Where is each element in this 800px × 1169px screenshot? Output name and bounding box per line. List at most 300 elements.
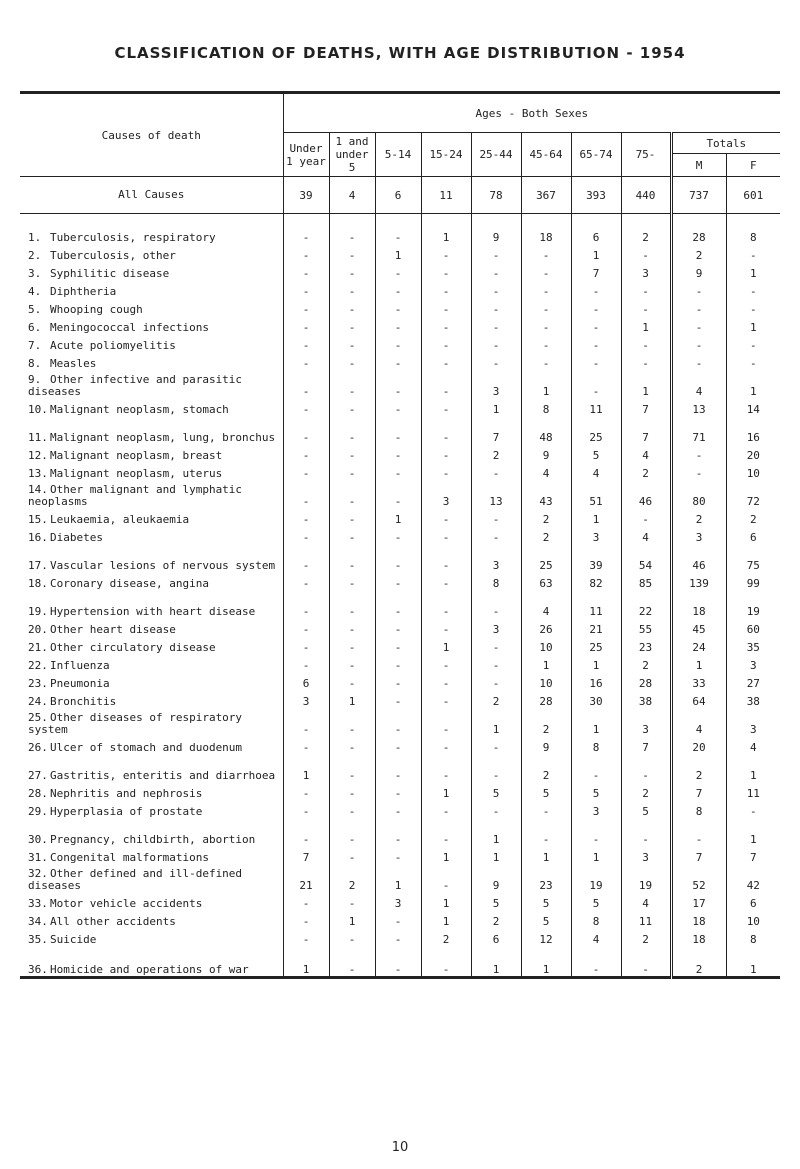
table-cell: - xyxy=(283,352,329,370)
table-cell: - xyxy=(671,280,726,298)
table-row xyxy=(20,690,780,708)
table-cell: - xyxy=(521,244,571,262)
table-cell: 48 xyxy=(521,416,571,444)
age-column-header: 1 and under 5 xyxy=(329,133,375,177)
cause-number: 5. xyxy=(28,303,42,316)
table-cell: - xyxy=(375,526,421,544)
table-cell: - xyxy=(726,280,780,298)
table-cell: - xyxy=(375,544,421,572)
table-row xyxy=(20,800,780,818)
table-cell: - xyxy=(421,572,471,590)
cause-number: 34. xyxy=(28,915,48,928)
table-cell: 2 xyxy=(671,508,726,526)
cause-text: Pneumonia xyxy=(50,677,110,690)
table-cell: 33 xyxy=(671,672,726,690)
table-cell: 82 xyxy=(571,572,621,590)
table-cell: - xyxy=(421,544,471,572)
table-cell: 6 xyxy=(726,526,780,544)
table-cell: 2 xyxy=(726,508,780,526)
table-row xyxy=(20,316,780,334)
table-cell: 1 xyxy=(421,782,471,800)
table-cell: - xyxy=(621,280,671,298)
table-row xyxy=(20,782,780,800)
table-cell: - xyxy=(283,526,329,544)
table-cell: 1 xyxy=(726,370,780,398)
table-row xyxy=(20,226,780,244)
table-cell: 17 xyxy=(671,892,726,910)
table-cell: 1 xyxy=(283,946,329,978)
table-cell: 13 xyxy=(671,398,726,416)
table-cell: 21 xyxy=(571,618,621,636)
table-cell: 7 xyxy=(471,416,521,444)
table-cell: 64 xyxy=(671,690,726,708)
table-cell: 1 xyxy=(726,316,780,334)
table-cell: 38 xyxy=(621,690,671,708)
table-cell: 7 xyxy=(283,846,329,864)
table-cell: - xyxy=(671,316,726,334)
table-cell: 60 xyxy=(726,618,780,636)
table-cell: 2 xyxy=(621,462,671,480)
table-cell: - xyxy=(375,754,421,782)
cause-label xyxy=(20,508,283,526)
table-cell: 3 xyxy=(421,480,471,508)
cause-number: 33. xyxy=(28,897,48,910)
table-cell: 75 xyxy=(726,544,780,572)
table-cell: - xyxy=(375,480,421,508)
table-cell: 2 xyxy=(621,226,671,244)
all-causes-label: All Causes xyxy=(20,177,283,214)
table-cell: 11 xyxy=(571,398,621,416)
table-cell: - xyxy=(283,316,329,334)
cause-number: 4. xyxy=(28,285,42,298)
table-row xyxy=(20,928,780,946)
table-cell: - xyxy=(726,334,780,352)
table-cell: - xyxy=(375,334,421,352)
cause-text: Hypertension with heart disease xyxy=(50,605,256,618)
table-cell: - xyxy=(329,818,375,846)
cause-number: 3. xyxy=(28,267,42,280)
cause-text: Malignant neoplasm, stomach xyxy=(50,403,229,416)
table-cell: 1 xyxy=(521,846,571,864)
table-cell: - xyxy=(283,928,329,946)
table-cell: - xyxy=(671,462,726,480)
table-cell: 1 xyxy=(621,370,671,398)
table-cell: 24 xyxy=(671,636,726,654)
cause-number: 29. xyxy=(28,805,48,818)
table-cell: - xyxy=(421,526,471,544)
table-cell: - xyxy=(329,618,375,636)
cause-number: 14. xyxy=(28,483,48,496)
table-cell: - xyxy=(421,244,471,262)
table-cell: - xyxy=(329,316,375,334)
table-row xyxy=(20,846,780,864)
table-cell: 1 xyxy=(421,636,471,654)
table-row xyxy=(20,654,780,672)
table-cell: - xyxy=(283,572,329,590)
table-cell: 3 xyxy=(671,526,726,544)
table-cell: 11 xyxy=(621,910,671,928)
table-cell: 4 xyxy=(521,590,571,618)
table-row xyxy=(20,818,780,846)
table-cell: 3 xyxy=(571,526,621,544)
table-cell: 1 xyxy=(421,910,471,928)
table-cell: - xyxy=(375,654,421,672)
table-cell: - xyxy=(375,590,421,618)
cause-text: Other circulatory disease xyxy=(50,641,216,654)
table-cell: 1 xyxy=(471,708,521,736)
table-cell: - xyxy=(375,672,421,690)
table-cell: 2 xyxy=(521,754,571,782)
cause-text: Hyperplasia of prostate xyxy=(50,805,203,818)
table-cell: - xyxy=(283,462,329,480)
table-cell: 39 xyxy=(283,177,329,214)
cause-text: Meningococcal infections xyxy=(50,321,209,334)
table-cell: - xyxy=(421,672,471,690)
table-cell: - xyxy=(329,526,375,544)
cause-number: 13. xyxy=(28,467,48,480)
table-cell: - xyxy=(471,298,521,316)
table-cell: 1 xyxy=(726,262,780,280)
table-cell: 3 xyxy=(621,262,671,280)
cause-number: 12. xyxy=(28,449,48,462)
table-cell: 1 xyxy=(375,508,421,526)
table-cell: 6 xyxy=(375,177,421,214)
table-cell: - xyxy=(471,462,521,480)
table-cell: - xyxy=(471,636,521,654)
table-cell: - xyxy=(571,818,621,846)
table-cell: 1 xyxy=(375,244,421,262)
table-cell: 5 xyxy=(571,782,621,800)
cause-label xyxy=(20,298,283,316)
table-cell: - xyxy=(283,544,329,572)
table-cell: - xyxy=(471,262,521,280)
table-cell: 2 xyxy=(421,928,471,946)
table-cell: 55 xyxy=(621,618,671,636)
table-row xyxy=(20,398,780,416)
age-column-header: 5-14 xyxy=(375,133,421,177)
table-cell: 14 xyxy=(726,398,780,416)
table-cell: 11 xyxy=(726,782,780,800)
table-cell: 5 xyxy=(471,892,521,910)
table-cell: - xyxy=(329,298,375,316)
table-cell: 6 xyxy=(471,928,521,946)
cause-text: Malignant neoplasm, breast xyxy=(50,449,223,462)
table-cell: - xyxy=(621,946,671,978)
cause-number: 20. xyxy=(28,623,48,636)
cause-text: Tuberculosis, other xyxy=(50,249,176,262)
cause-number: 30. xyxy=(28,833,48,846)
table-cell: 46 xyxy=(621,480,671,508)
table-cell: 3 xyxy=(726,654,780,672)
cause-text: Diabetes xyxy=(50,531,103,544)
table-cell: - xyxy=(283,262,329,280)
table-cell: - xyxy=(329,946,375,978)
cause-text: Coronary disease, angina xyxy=(50,577,209,590)
cause-text: All other accidents xyxy=(50,915,176,928)
table-cell: 16 xyxy=(726,416,780,444)
table-cell: 1 xyxy=(621,316,671,334)
table-cell: 23 xyxy=(521,864,571,892)
page-number: 10 xyxy=(391,1140,409,1155)
cause-label xyxy=(20,444,283,462)
cause-label xyxy=(20,946,283,978)
table-cell: - xyxy=(329,672,375,690)
table-cell: 16 xyxy=(571,672,621,690)
table-cell: - xyxy=(571,946,621,978)
table-cell: 1 xyxy=(471,946,521,978)
table-cell: - xyxy=(329,480,375,508)
table-cell: - xyxy=(471,334,521,352)
table-cell: - xyxy=(621,754,671,782)
table-cell: - xyxy=(421,316,471,334)
table-cell: - xyxy=(726,298,780,316)
table-cell: - xyxy=(329,462,375,480)
table-cell: 5 xyxy=(571,892,621,910)
table-cell: - xyxy=(471,590,521,618)
table-cell: - xyxy=(375,618,421,636)
table-row xyxy=(20,244,780,262)
table-cell: 5 xyxy=(571,444,621,462)
age-column-header: 15-24 xyxy=(421,133,471,177)
table-cell: - xyxy=(329,782,375,800)
table-cell: 3 xyxy=(571,800,621,818)
table-row xyxy=(20,298,780,316)
table-cell: - xyxy=(521,262,571,280)
table-cell: 4 xyxy=(671,370,726,398)
table-cell: - xyxy=(329,572,375,590)
table-cell: - xyxy=(329,636,375,654)
sex-header-m: M xyxy=(671,154,726,177)
all-causes-row xyxy=(20,177,780,214)
cause-text: Gastritis, enteritis and diarrhoea xyxy=(50,769,276,782)
age-column-header: 25-44 xyxy=(471,133,521,177)
table-cell: 18 xyxy=(671,590,726,618)
cause-number: 10. xyxy=(28,403,48,416)
table-cell: 1 xyxy=(329,910,375,928)
table-cell: 80 xyxy=(671,480,726,508)
cause-number: 17. xyxy=(28,559,48,572)
cause-label xyxy=(20,590,283,618)
table-cell: - xyxy=(283,398,329,416)
table-cell: 2 xyxy=(671,244,726,262)
cause-number: 22. xyxy=(28,659,48,672)
table-cell: 2 xyxy=(521,508,571,526)
cause-text: Motor vehicle accidents xyxy=(50,897,203,910)
age-column-header: Under 1 year xyxy=(283,133,329,177)
cause-text: Ulcer of stomach and duodenum xyxy=(50,741,243,754)
table-cell: 54 xyxy=(621,544,671,572)
table-cell: - xyxy=(471,754,521,782)
table-cell: - xyxy=(329,654,375,672)
cause-label xyxy=(20,226,283,244)
table-cell: 38 xyxy=(726,690,780,708)
table-cell: 393 xyxy=(571,177,621,214)
table-cell: - xyxy=(621,352,671,370)
cause-label xyxy=(20,782,283,800)
table-cell: 1 xyxy=(571,244,621,262)
table-cell: 3 xyxy=(621,708,671,736)
table-cell: - xyxy=(421,280,471,298)
table-cell: - xyxy=(471,244,521,262)
table-cell: - xyxy=(375,398,421,416)
table-cell: 6 xyxy=(283,672,329,690)
table-cell: 52 xyxy=(671,864,726,892)
table-cell: - xyxy=(375,370,421,398)
table-cell: - xyxy=(283,508,329,526)
table-cell: - xyxy=(571,754,621,782)
cause-label xyxy=(20,864,283,892)
table-cell: 18 xyxy=(671,928,726,946)
table-cell: - xyxy=(375,352,421,370)
table-cell: 5 xyxy=(521,782,571,800)
table-cell: - xyxy=(283,654,329,672)
cause-number: 26. xyxy=(28,741,48,754)
table-cell: - xyxy=(283,618,329,636)
table-cell: 8 xyxy=(726,226,780,244)
table-cell: 5 xyxy=(521,892,571,910)
table-cell: 4 xyxy=(621,526,671,544)
cause-label xyxy=(20,818,283,846)
table-cell: - xyxy=(329,754,375,782)
table-row xyxy=(20,508,780,526)
table-cell: 3 xyxy=(621,846,671,864)
table-cell: 4 xyxy=(671,708,726,736)
table-cell: - xyxy=(329,398,375,416)
table-cell: - xyxy=(421,708,471,736)
cause-text: Other infective and parasitic diseases xyxy=(28,373,243,398)
table-row xyxy=(20,736,780,754)
cause-text: Other diseases of respiratory system xyxy=(28,711,243,736)
table-row xyxy=(20,544,780,572)
cause-label xyxy=(20,544,283,572)
table-cell: 2 xyxy=(471,690,521,708)
table-cell: 5 xyxy=(521,910,571,928)
table-cell: - xyxy=(329,508,375,526)
table-cell: - xyxy=(375,280,421,298)
table-cell: 4 xyxy=(571,462,621,480)
cause-number: 18. xyxy=(28,577,48,590)
table-cell: - xyxy=(421,398,471,416)
table-cell: - xyxy=(621,298,671,316)
table-cell: 7 xyxy=(621,398,671,416)
table-cell: 2 xyxy=(471,444,521,462)
table-cell: - xyxy=(283,910,329,928)
table-cell: 1 xyxy=(521,946,571,978)
table-cell: 3 xyxy=(471,618,521,636)
table-cell: 46 xyxy=(671,544,726,572)
table-cell: - xyxy=(375,316,421,334)
table-cell: 1 xyxy=(329,690,375,708)
cause-number: 9. xyxy=(28,373,42,386)
table-cell: 7 xyxy=(621,416,671,444)
table-cell: 2 xyxy=(329,864,375,892)
table-cell: - xyxy=(471,736,521,754)
table-row xyxy=(20,370,780,398)
cause-text: Acute poliomyelitis xyxy=(50,339,176,352)
table-cell: 440 xyxy=(621,177,671,214)
cause-text: Bronchitis xyxy=(50,695,117,708)
cause-text: Whooping cough xyxy=(50,303,143,316)
table-cell: - xyxy=(375,946,421,978)
table-cell: - xyxy=(521,280,571,298)
table-cell: - xyxy=(421,352,471,370)
table-row xyxy=(20,462,780,480)
table-cell: 9 xyxy=(471,864,521,892)
table-cell: - xyxy=(421,462,471,480)
table-cell: 139 xyxy=(671,572,726,590)
table-cell: - xyxy=(726,244,780,262)
sex-header-f: F xyxy=(726,154,780,177)
table-cell: 9 xyxy=(471,226,521,244)
table-cell: 4 xyxy=(726,736,780,754)
table-row xyxy=(20,618,780,636)
cause-label xyxy=(20,370,283,398)
table-cell: - xyxy=(421,690,471,708)
table-cell: - xyxy=(375,444,421,462)
table-cell: 26 xyxy=(521,618,571,636)
table-cell: - xyxy=(521,298,571,316)
table-cell: 1 xyxy=(726,818,780,846)
table-cell: - xyxy=(621,334,671,352)
table-cell: - xyxy=(421,818,471,846)
table-row xyxy=(20,480,780,508)
table-cell: 20 xyxy=(726,444,780,462)
cause-text: Tuberculosis, respiratory xyxy=(50,231,216,244)
table-cell: - xyxy=(671,298,726,316)
table-cell: 1 xyxy=(521,654,571,672)
table-cell: 4 xyxy=(329,177,375,214)
table-cell: 6 xyxy=(726,892,780,910)
cause-text: Pregnancy, childbirth, abortion xyxy=(50,833,256,846)
cause-label xyxy=(20,672,283,690)
table-cell: - xyxy=(329,226,375,244)
cause-label xyxy=(20,352,283,370)
table-cell: - xyxy=(375,226,421,244)
table-cell: - xyxy=(375,708,421,736)
table-cell: - xyxy=(421,590,471,618)
table-cell: - xyxy=(329,736,375,754)
cause-number: 15. xyxy=(28,513,48,526)
cause-label xyxy=(20,572,283,590)
cause-number: 11. xyxy=(28,431,48,444)
cause-number: 7. xyxy=(28,339,42,352)
table-cell: 10 xyxy=(521,636,571,654)
cause-number: 1. xyxy=(28,231,42,244)
age-column-header: 45-64 xyxy=(521,133,571,177)
table-cell: - xyxy=(283,480,329,508)
table-cell: 25 xyxy=(571,636,621,654)
table-cell: 5 xyxy=(471,782,521,800)
cause-label xyxy=(20,654,283,672)
table-cell: 8 xyxy=(521,398,571,416)
table-cell: 25 xyxy=(521,544,571,572)
table-cell: 42 xyxy=(726,864,780,892)
table-cell: - xyxy=(375,910,421,928)
table-cell: 30 xyxy=(571,690,621,708)
cause-label xyxy=(20,244,283,262)
table-cell: - xyxy=(329,800,375,818)
table-cell: 3 xyxy=(726,708,780,736)
table-cell: 3 xyxy=(283,690,329,708)
cause-label xyxy=(20,754,283,782)
cause-label xyxy=(20,398,283,416)
table-cell: - xyxy=(329,280,375,298)
table-cell: 22 xyxy=(621,590,671,618)
cause-number: 16. xyxy=(28,531,48,544)
cause-label xyxy=(20,910,283,928)
table-cell: 5 xyxy=(621,800,671,818)
table-cell: 737 xyxy=(671,177,726,214)
